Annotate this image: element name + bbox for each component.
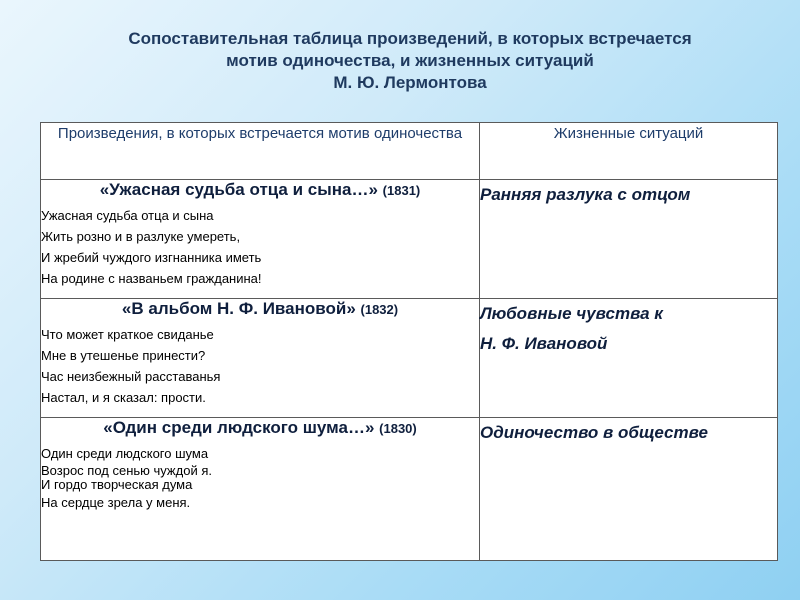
situation-cell [480, 299, 778, 418]
work-title [41, 418, 479, 438]
table-row [41, 299, 778, 418]
situation-cell [480, 180, 778, 299]
poem-line: Возрос под сенью чуждой я. [41, 463, 212, 478]
poem-line: Час неизбежный расставанья [41, 369, 221, 384]
table-header-row [41, 123, 778, 180]
header-situations: Жизненные ситуаций [480, 123, 778, 180]
poem-line: И жребий чуждого изгнанника иметь [41, 250, 262, 265]
comparison-table [40, 122, 778, 561]
work-year: (1831) [382, 183, 421, 198]
title-line-3: М. Ю. Лермонтова [333, 73, 487, 92]
work-cell [41, 418, 480, 561]
poem-line: Ужасная судьба отца и сына [41, 208, 214, 223]
work-year: (1830) [379, 421, 417, 436]
work-year: (1832) [360, 302, 399, 317]
header-works: Произведения, в которых встречается мотив одиночества [41, 123, 480, 180]
situation-text: Любовные чувства к [480, 304, 663, 323]
work-title-text: «Ужасная судьба отца и сына…» [99, 180, 378, 199]
situation-cell [480, 418, 778, 561]
situation-text: Н. Ф. Ивановой [480, 334, 608, 353]
poem-line: Один среди людского шума [41, 446, 209, 461]
work-title [41, 299, 479, 319]
title-line-1: Сопоставительная таблица произведений, в которых встречается [128, 29, 692, 48]
work-title-text: «Один среди людского шума…» [103, 418, 375, 437]
work-cell [41, 180, 480, 299]
table-row [41, 180, 778, 299]
situation-text: Ранняя разлука с отцом [480, 185, 691, 204]
poem-line: На сердце зрела у меня. [41, 495, 191, 510]
poem-line: Настал, и я сказал: прости. [41, 390, 206, 405]
situation-text: Одиночество в обществе [480, 423, 708, 442]
table-row [41, 418, 778, 561]
work-title [41, 180, 479, 200]
poem-line: И гордо творческая дума [41, 477, 193, 492]
poem-line: Что может краткое свиданье [41, 327, 214, 342]
title-line-2: мотив одиночества, и жизненных ситуаций [226, 51, 594, 70]
page-title [60, 28, 760, 94]
poem-line: На родине с названьем гражданина! [41, 271, 262, 286]
poem-line: Жить розно и в разлуке умереть, [41, 229, 241, 244]
work-title-text: «В альбом Н. Ф. Ивановой» [121, 299, 356, 318]
work-cell [41, 299, 480, 418]
poem-line: Мне в утешенье принести? [41, 348, 206, 363]
